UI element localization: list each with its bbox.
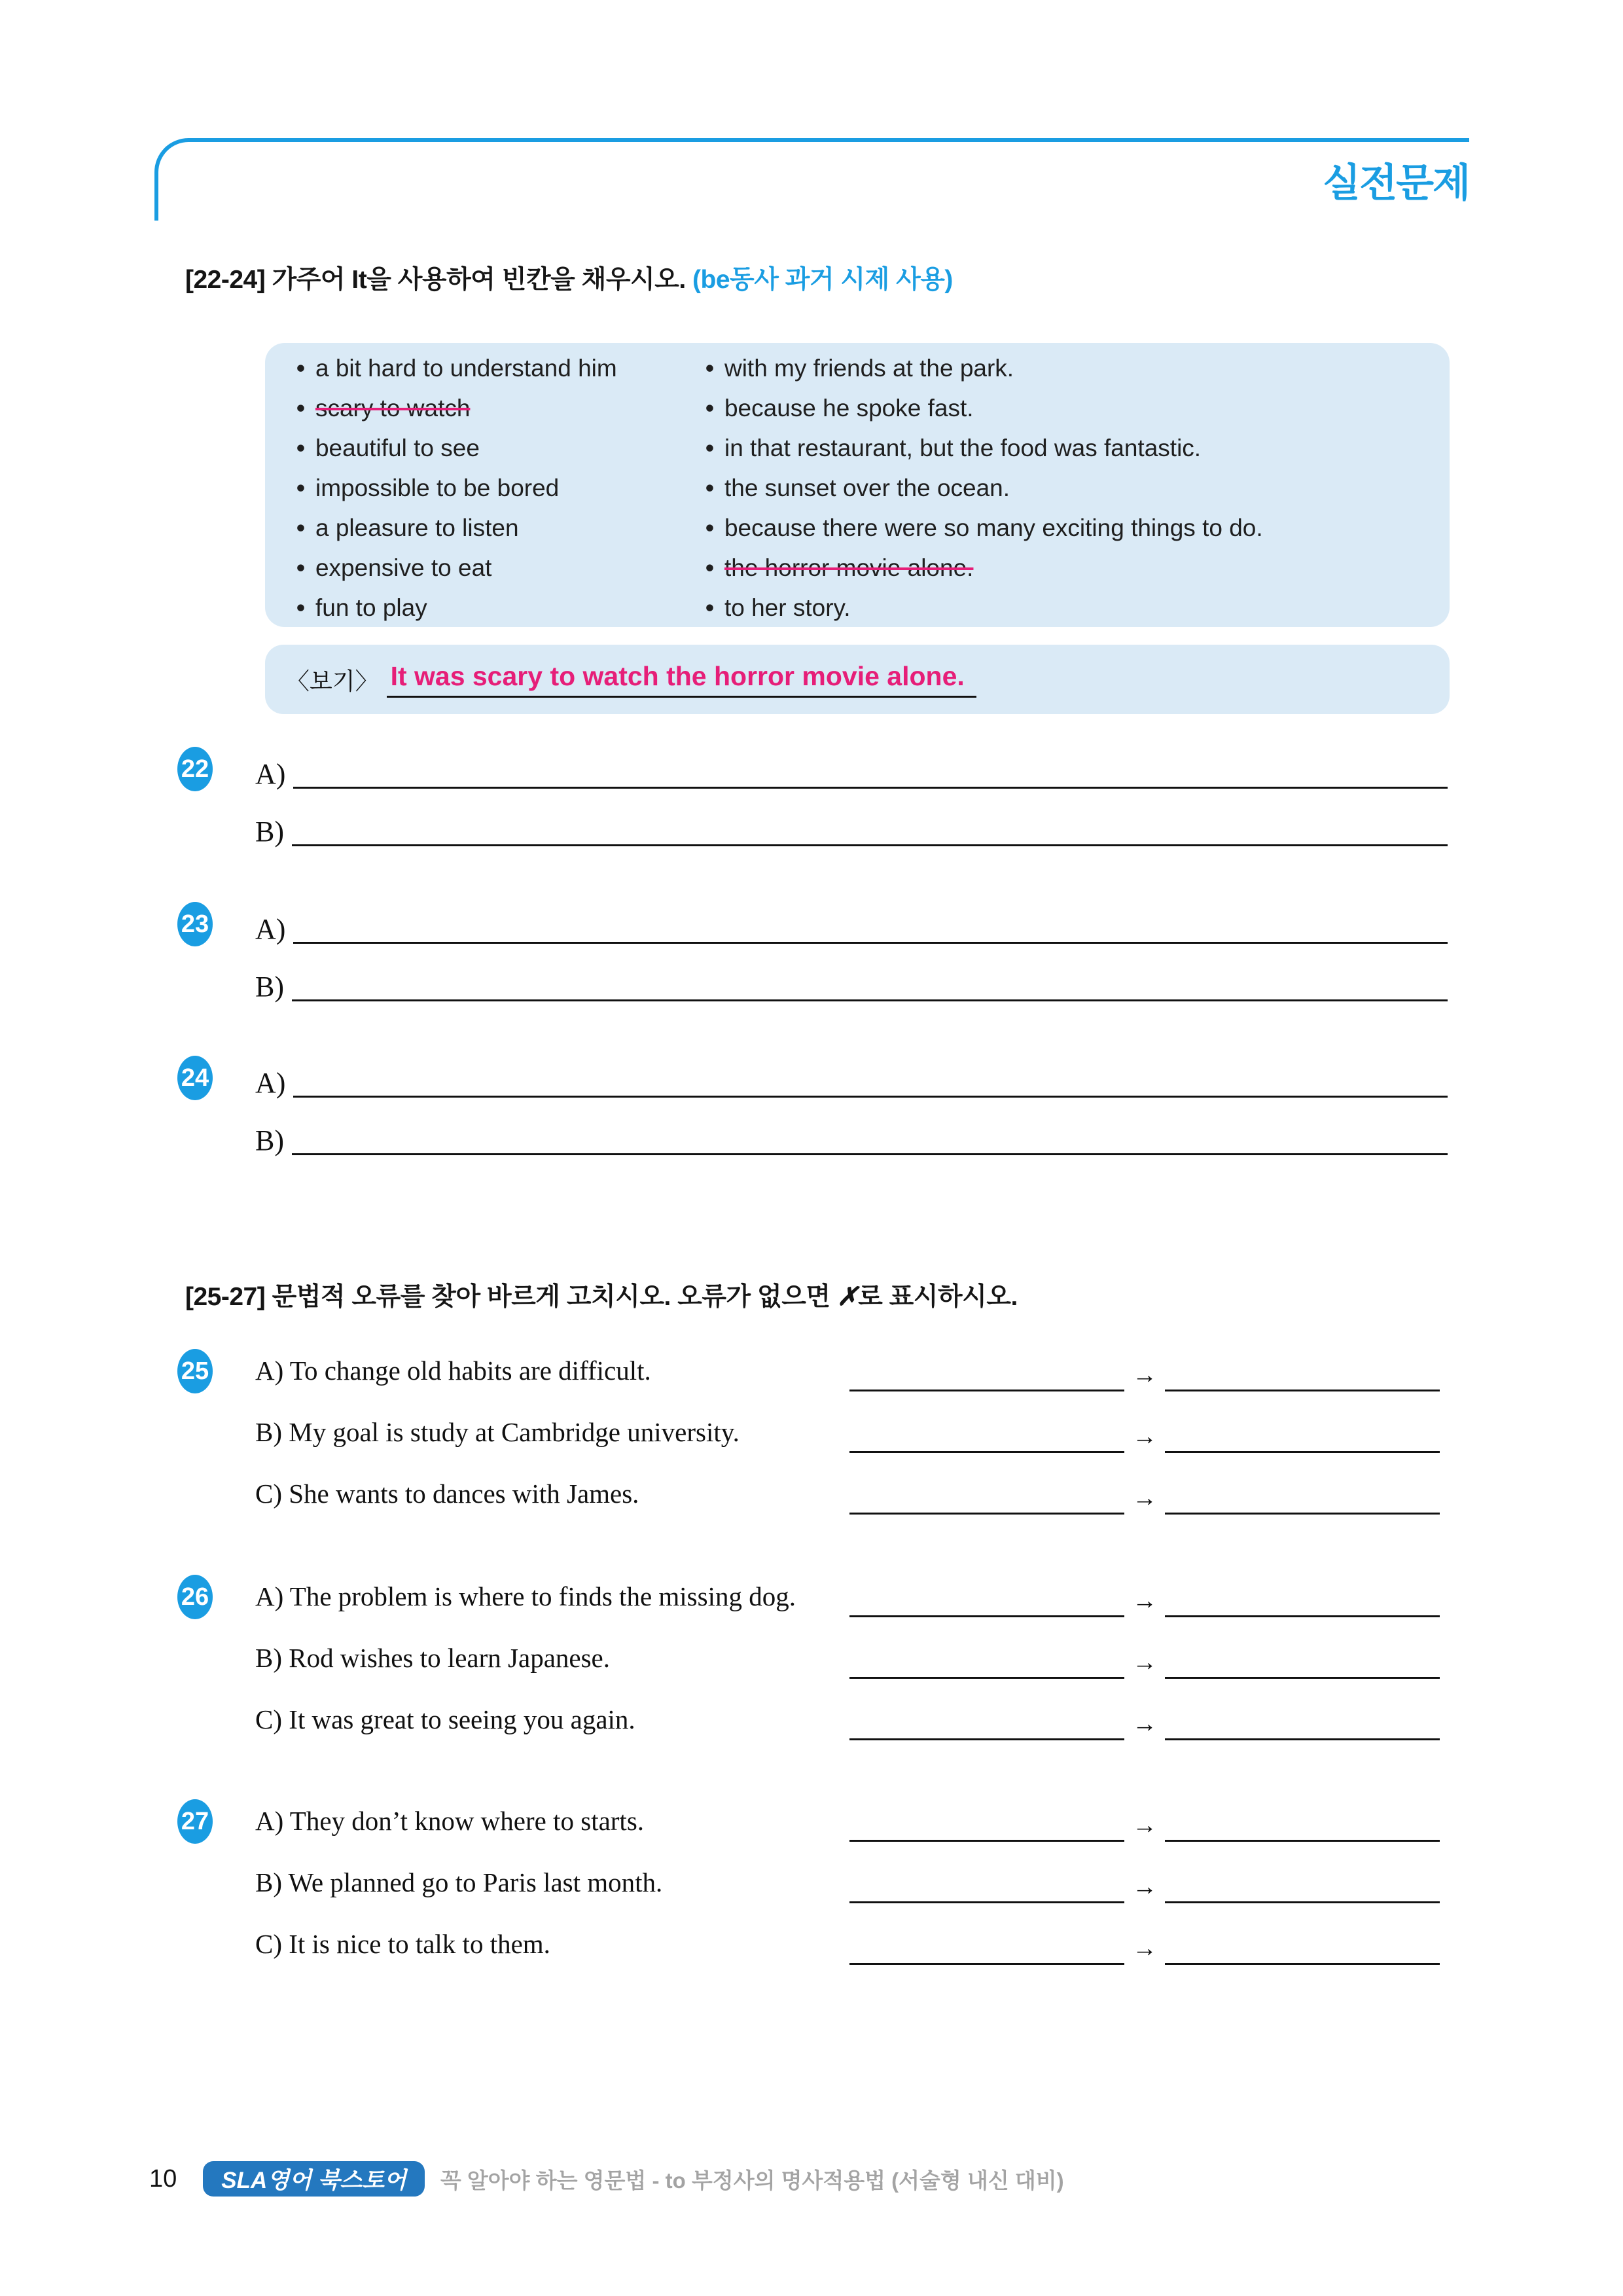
sentence: B) Rod wishes to learn Japanese. bbox=[255, 1643, 610, 1673]
word-bank-item: • beautiful to see bbox=[296, 428, 705, 468]
error-blank-line bbox=[849, 1676, 1124, 1679]
correction-row bbox=[177, 1458, 1448, 1520]
sentence: C) She wants to dances with James. bbox=[255, 1479, 639, 1509]
question-number-badge: 23 bbox=[177, 902, 213, 946]
sentence: B) We planned go to Paris last month. bbox=[255, 1867, 663, 1897]
section1-range: [22-24] bbox=[185, 266, 272, 294]
sentence: C) It is nice to talk to them. bbox=[255, 1929, 550, 1959]
page-header-title: 실전문제 bbox=[1323, 161, 1469, 205]
arrow-icon: → bbox=[1132, 1935, 1157, 1962]
correction-row bbox=[177, 1561, 1448, 1623]
word-bank-item: • impossible to be bored bbox=[296, 468, 705, 508]
answer-label: A) bbox=[255, 758, 286, 790]
correction-blank-line bbox=[1165, 1901, 1440, 1903]
arrow-icon: → bbox=[1132, 1873, 1157, 1901]
x-mark: ✗ bbox=[836, 1283, 859, 1311]
section1-instruction-post: 을 사용하여 빈칸을 채우시오. bbox=[366, 266, 693, 294]
arrow-icon: → bbox=[1132, 1649, 1157, 1676]
word-bank-item: • with my friends at the park. bbox=[705, 348, 1263, 388]
word-bank-item: • fun to play bbox=[296, 588, 705, 628]
arrow-icon: → bbox=[1132, 1423, 1157, 1450]
question-number-badge: 26 bbox=[177, 1575, 213, 1619]
answer-blank-line bbox=[292, 999, 1448, 1001]
error-blank-line bbox=[849, 1389, 1124, 1391]
example-label: 〈보기〉 bbox=[286, 667, 379, 694]
section2-range: [25-27] bbox=[185, 1283, 272, 1311]
answer-blank-line bbox=[292, 1153, 1448, 1155]
answer-label: B) bbox=[255, 971, 284, 1003]
section2-instruction-pre: 문법적 오류를 찾아 바르게 고치시오. 오류가 없으면 bbox=[272, 1283, 837, 1311]
word-bank-item: • a bit hard to understand him bbox=[296, 348, 705, 388]
word-bank-item: • the horror movie alone. bbox=[705, 548, 1263, 588]
page-number: 10 bbox=[149, 2164, 177, 2193]
question-number-badge: 25 bbox=[177, 1349, 213, 1393]
correction-blank-line bbox=[1165, 1676, 1440, 1679]
error-blank-line bbox=[849, 1839, 1124, 1842]
error-blank-line bbox=[849, 1962, 1124, 1965]
sentence: C) It was great to seeing you again. bbox=[255, 1704, 635, 1734]
question-27 bbox=[177, 1785, 1448, 1970]
word-bank-item: • a pleasure to listen bbox=[296, 508, 705, 548]
correction-blank-line bbox=[1165, 1512, 1440, 1515]
example-box bbox=[265, 645, 1450, 714]
answer-row bbox=[255, 1058, 1448, 1098]
page-footer bbox=[149, 2161, 1064, 2197]
error-blank-line bbox=[849, 1738, 1124, 1740]
answer-label: B) bbox=[255, 816, 284, 848]
correction-blank-line bbox=[1165, 1389, 1440, 1391]
publisher-badge: SLA영어 북스토어 bbox=[203, 2161, 425, 2197]
answer-blank-line bbox=[293, 786, 1448, 789]
correction-row bbox=[177, 1785, 1448, 1847]
arrow-icon: → bbox=[1132, 1484, 1157, 1512]
arrow-icon: → bbox=[1132, 1710, 1157, 1738]
section1-instruction bbox=[185, 259, 953, 296]
correction-row bbox=[177, 1397, 1448, 1458]
word-bank-right-column bbox=[705, 348, 1263, 627]
correction-blank-line bbox=[1165, 1962, 1440, 1965]
arrow-icon: → bbox=[1132, 1587, 1157, 1615]
question-25 bbox=[177, 1335, 1448, 1520]
question-26 bbox=[177, 1561, 1448, 1746]
correction-row bbox=[177, 1847, 1448, 1909]
footer-description: 꼭 알아야 하는 영문법 - to 부정사의 명사적용법 (서술형 내신 대비) bbox=[440, 2168, 1064, 2193]
arrow-icon: → bbox=[1132, 1812, 1157, 1839]
sentence: B) My goal is study at Cambridge university. bbox=[255, 1417, 740, 1447]
question-number-badge: 22 bbox=[177, 747, 213, 791]
answer-blank-line bbox=[293, 1095, 1448, 1098]
error-blank-line bbox=[849, 1450, 1124, 1453]
word-bank-item: • the sunset over the ocean. bbox=[705, 468, 1263, 508]
question-number-badge: 24 bbox=[177, 1056, 213, 1100]
correction-row bbox=[177, 1909, 1448, 1970]
correction-blank-line bbox=[1165, 1450, 1440, 1453]
sentence: A) To change old habits are difficult. bbox=[255, 1355, 651, 1386]
section2-instruction bbox=[185, 1276, 1018, 1313]
answer-blank-line bbox=[292, 844, 1448, 846]
answer-label: A) bbox=[255, 913, 286, 945]
word-bank-item: • scary to watch bbox=[296, 388, 705, 428]
answer-row bbox=[255, 749, 1448, 789]
correction-blank-line bbox=[1165, 1839, 1440, 1842]
word-bank-item: • in that restaurant, but the food was fantastic. bbox=[705, 428, 1263, 468]
sentence: A) The problem is where to finds the missing dog. bbox=[255, 1581, 796, 1611]
section2-instruction-post: 로 표시하시오. bbox=[858, 1283, 1018, 1311]
question-22 bbox=[177, 749, 1448, 861]
answer-label: A) bbox=[255, 1067, 286, 1099]
correction-row bbox=[177, 1335, 1448, 1397]
error-blank-line bbox=[849, 1615, 1124, 1617]
correction-row bbox=[177, 1684, 1448, 1746]
correction-blank-line bbox=[1165, 1615, 1440, 1617]
answer-blank-line bbox=[293, 941, 1448, 944]
answer-label: B) bbox=[255, 1124, 284, 1157]
answer-row bbox=[255, 807, 1448, 846]
corner-decoration-line bbox=[154, 138, 1469, 221]
correction-blank-line bbox=[1165, 1738, 1440, 1740]
word-bank-left-column bbox=[296, 348, 705, 627]
question-number-badge: 27 bbox=[177, 1799, 213, 1844]
word-bank-item: • because he spoke fast. bbox=[705, 388, 1263, 428]
question-24 bbox=[177, 1058, 1448, 1170]
arrow-icon: → bbox=[1132, 1361, 1157, 1389]
word-bank-item: • to her story. bbox=[705, 588, 1263, 628]
error-blank-line bbox=[849, 1512, 1124, 1515]
section1-instruction-note: (be동사 과거 시제 사용) bbox=[692, 266, 953, 294]
sentence: A) They don’t know where to starts. bbox=[255, 1806, 645, 1836]
section1-instruction-pre: 가주어 bbox=[272, 266, 352, 294]
answer-row bbox=[255, 905, 1448, 944]
section1-instruction-bold: It bbox=[351, 266, 367, 294]
word-bank-item: • because there were so many exciting things to do. bbox=[705, 508, 1263, 548]
question-23 bbox=[177, 905, 1448, 1016]
word-bank-box bbox=[265, 343, 1450, 627]
answer-row bbox=[255, 962, 1448, 1001]
error-blank-line bbox=[849, 1901, 1124, 1903]
example-sentence: It was scary to watch the horror movie alone. bbox=[387, 661, 976, 698]
word-bank-item: • expensive to eat bbox=[296, 548, 705, 588]
correction-row bbox=[177, 1623, 1448, 1684]
answer-row bbox=[255, 1116, 1448, 1155]
